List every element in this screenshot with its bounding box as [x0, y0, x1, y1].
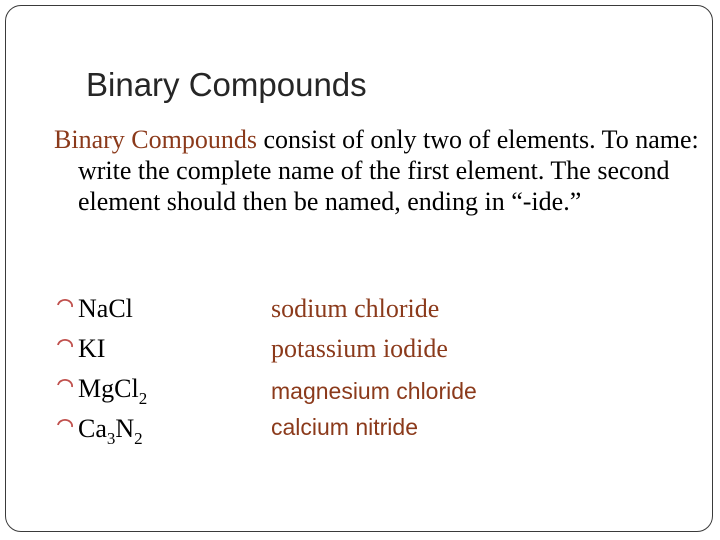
intro-paragraph	[54, 124, 718, 217]
formula	[78, 374, 148, 408]
compound-name: magnesium chloride	[271, 378, 477, 404]
formula-symbol-2: N	[115, 414, 135, 443]
compound-name: sodium chloride	[271, 294, 440, 323]
formula-count-1: 3	[106, 429, 116, 448]
formula-symbol-1: Mg	[78, 374, 115, 403]
formula	[78, 294, 133, 324]
open-circle-bullet-icon	[54, 295, 78, 315]
formula-symbol-2: Cl	[108, 294, 133, 323]
formula	[78, 334, 105, 364]
list-item	[54, 414, 143, 448]
formula-symbol-1: Na	[78, 294, 109, 323]
list-item	[54, 374, 148, 408]
formula-symbol-1: K	[78, 334, 97, 363]
formula-symbol-2: Cl	[114, 374, 139, 403]
intro-term: Binary Compounds	[54, 125, 257, 154]
formula-symbol-1: Ca	[78, 414, 107, 443]
list-item	[54, 334, 105, 364]
formula-count-2: 2	[138, 389, 148, 408]
open-circle-bullet-icon	[54, 415, 78, 435]
formula-count-2: 2	[134, 429, 143, 448]
open-circle-bullet-icon	[54, 335, 78, 355]
open-circle-bullet-icon	[54, 375, 78, 395]
formula-symbol-2: I	[96, 334, 106, 363]
slide-frame	[5, 5, 713, 532]
list-item	[54, 294, 133, 324]
intro-text: consist of only two of elements. To name: write the complete name of the first element. The second element should then be named, ending in “-ide.”	[78, 125, 699, 216]
formula	[78, 414, 143, 448]
compound-name: potassium iodide	[271, 334, 448, 363]
compound-name: calcium nitride	[271, 414, 418, 440]
slide-title: Binary Compounds	[86, 66, 367, 103]
